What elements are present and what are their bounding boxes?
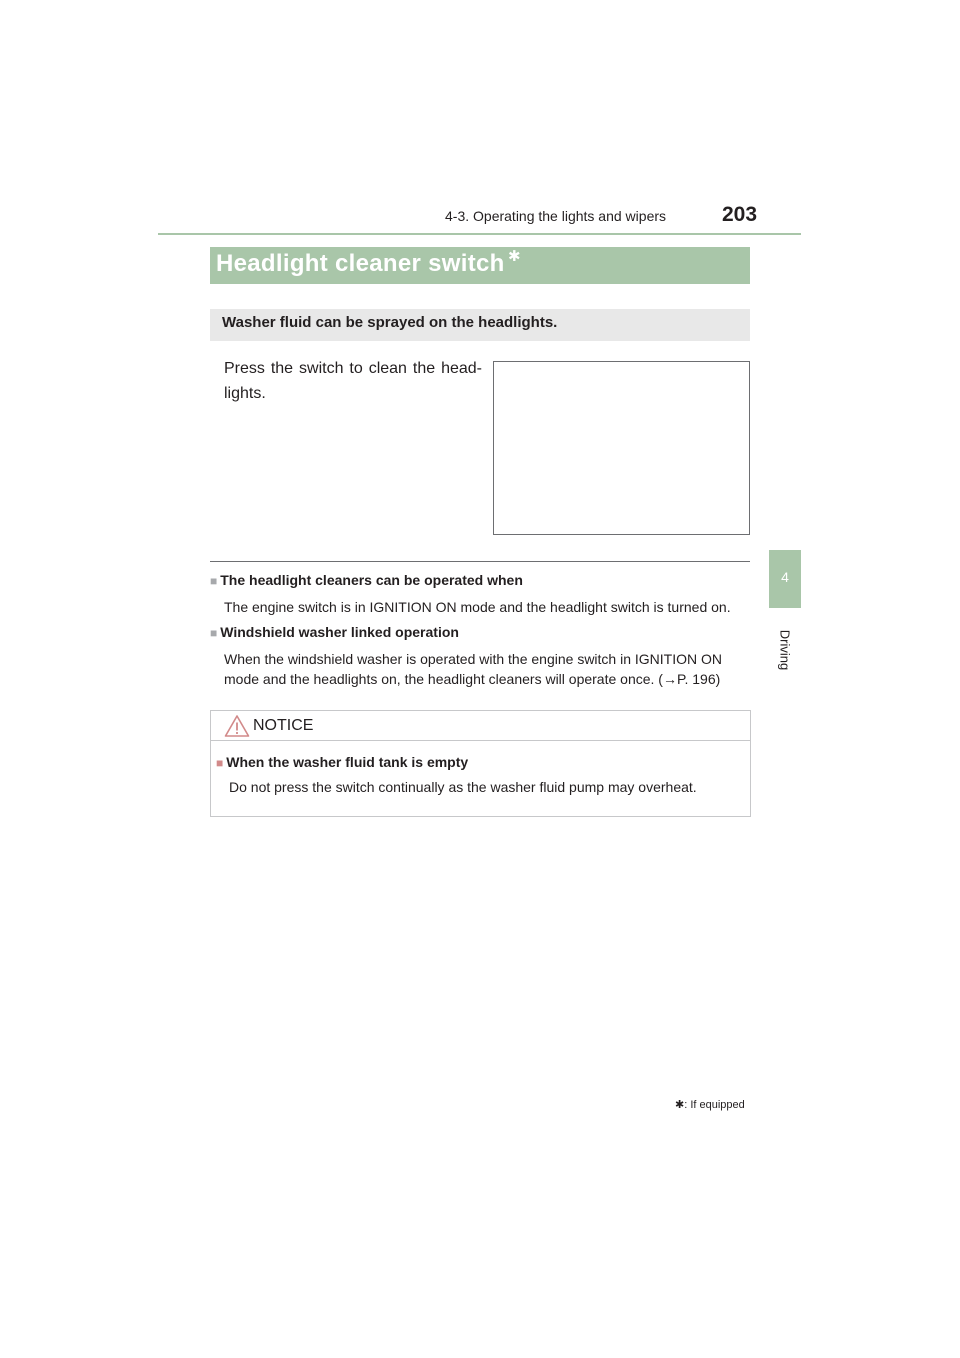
intro-text: Washer fluid can be sprayed on the headlights. (222, 314, 558, 331)
square-bullet-icon: ■ (216, 756, 224, 770)
chapter-number: 4 (781, 569, 789, 585)
footnote-text: : If equipped (684, 1099, 745, 1111)
intro-bar (210, 309, 750, 341)
switch-illustration-frame (493, 361, 750, 535)
info-item-body: When the windshield washer is operated with the engine switch in IGNITION ON mode and the headlights on, the headlight cleaners will operate once. (→P. 196) (224, 651, 723, 687)
section-title-bar (210, 247, 750, 284)
square-bullet-icon: ■ (210, 626, 218, 640)
chapter-label: Driving (777, 629, 793, 671)
footnote (675, 1098, 745, 1111)
info-item-title: ■ The headlight cleaners can be operated when (210, 572, 523, 588)
info-item-title: ■ Windshield washer linked operation (210, 624, 459, 640)
square-bullet-icon: ■ (210, 574, 218, 588)
notice-body: Do not press the switch continually as the washer fluid pump may overheat. (229, 779, 697, 795)
notice-label: NOTICE (253, 717, 314, 734)
footnote-marker: ✱ (675, 1099, 685, 1111)
running-header-section: 4-3. Operating the lights and wipers (445, 208, 667, 224)
info-item-body: The engine switch is in IGNITION ON mode and the headlight switch is turned on. (224, 599, 731, 615)
if-equipped-marker: ✱ (508, 248, 521, 265)
header-divider (158, 233, 801, 235)
notice-box (210, 710, 751, 817)
instruction-text: Press the switch to clean the head-lights. (224, 360, 482, 402)
notice-header-divider (211, 740, 750, 741)
page-number: 203 (722, 203, 758, 226)
section-title: Headlight cleaner switch (216, 250, 505, 277)
chapter-tab (769, 550, 801, 608)
content-divider (210, 561, 750, 562)
warning-triangle-icon (224, 714, 250, 738)
notice-title: ■ When the washer fluid tank is empty (216, 754, 469, 770)
chapter-label-container (762, 630, 808, 670)
